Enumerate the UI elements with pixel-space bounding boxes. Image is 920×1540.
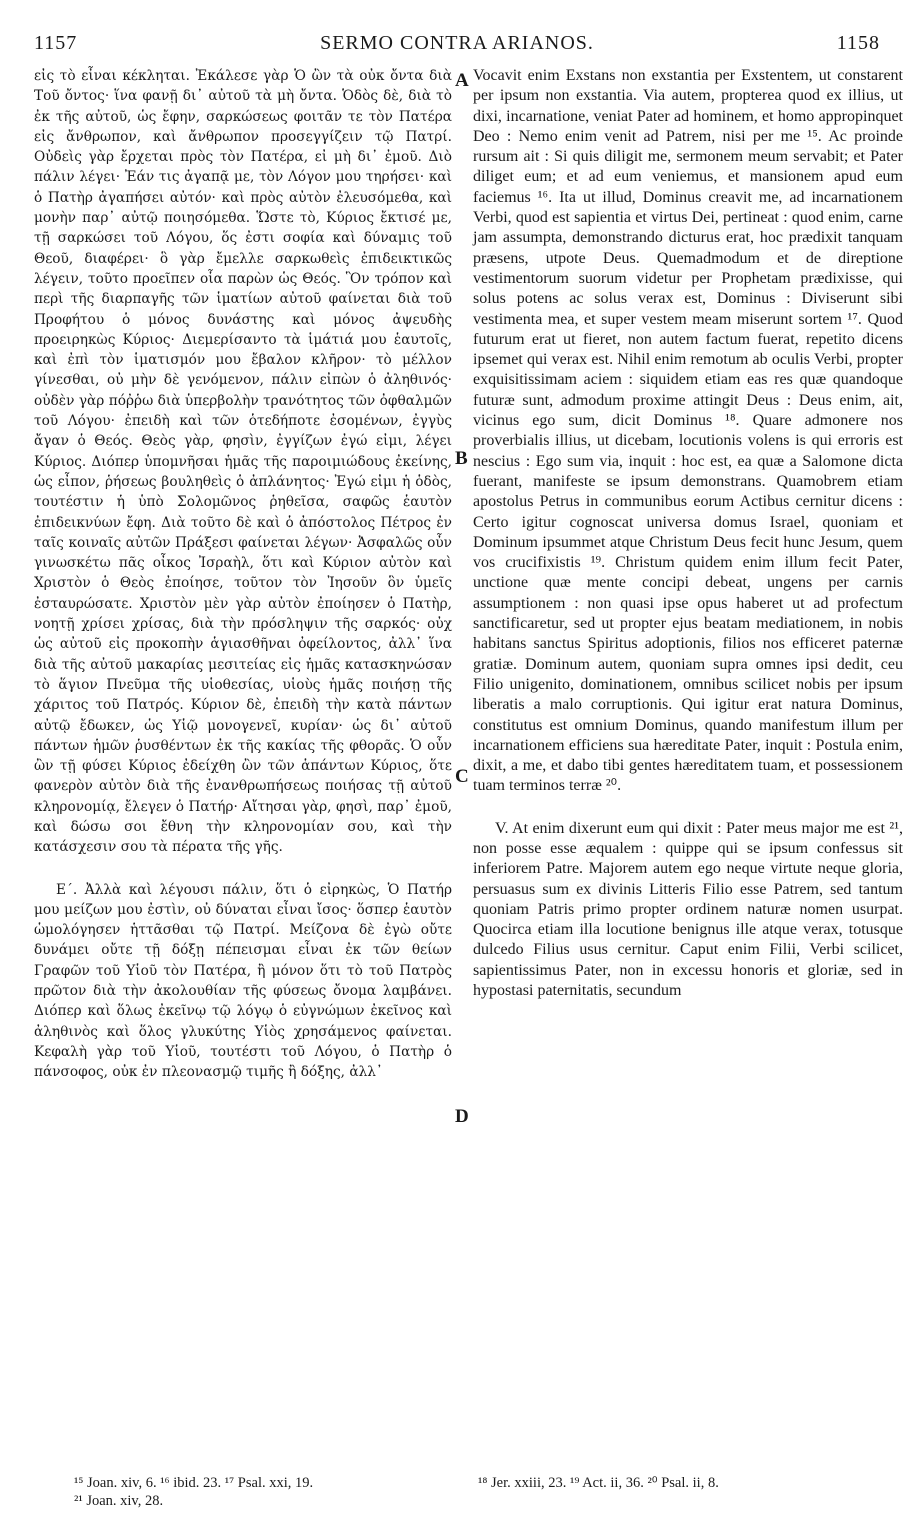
footnote-line: ¹⁵ Joan. xiv, 6. ¹⁶ ibid. 23. ¹⁷ Psal. xxi, 19. — [74, 1475, 314, 1491]
latin-paragraph-1: Vocavit enim Exstans non exstantia per Exstentem, ut constarent per ipsum non exstantia. Via autem, propterea quod ex illius, ut dixi, incarnatione, veniat Pater ad hominem, et homo appropinquet Deo : Nemo enim venit ad Patrem, nisi per me ¹⁵. Ac proinde rursum ait : Si quis diligit me, sermonem meum servabit; et Pater diliget eum; et ad eum veniemus, et mansionem apud eum faciemus ¹⁶. Ita ut illud, Dominus creavit me, ad incarnationem Verbi, quod est sapientia et virtus Dei, pertineat : quod enim, carne jam assumpta, demonstrando dicturus erat, hoc prædixit tanquam præsens, utpote Deus. Quemadmodum et de direptione vestimentorum suorum videtur per Prophetam prædixisse, qui solus potens ac solus verax est, Dominus : Diviserunt sibi vestimenta mea, et super vestem meam miserunt sortem ¹⁷. Quod futurum erat ut fieret, non autem factum fuerat, repetito dicens ipsemet qui verax est. Nihil enim remotum ab oculis Verbi, propter exquisitissimam aciem : siquidem etiam eas res quæ quandoque futuræ sunt, admodum proxime attingit Deus : Deus enim, ait, vicinus ego sum, dicit Dominus ¹⁸. Quare admonere nos proverbialis illius, ut dicebam, locutionis volens is qui erroris est nescius : Ego sum via, inquit : hoc est, ea quæ a Salomone dicta fuerant, manifeste se ipsum demonstrans. Quamobrem etiam apostolus Petrus in communibus eorum Actibus cernitur dicens : Certo igitur cognoscat universa domus Israel, quoniam et Dominum ipsummet atque Christum Deus fecit hunc Jesum, quem vos crucifixistis ¹⁹. Christum quidem enim illum fecit Pater, unctione quæ mente concipi debeat, ungens per carnis assumptionem : non quasi ipse opus haberet ut ad profectum sanctificaretur, sed ut propter ejus beatam mediationem, in nobis habitans sanctus Spiritus adoptionis, filios nos efficeret paternæ gratiæ. Dominum autem, quoniam supra omnes ipsi dedit, ceu Filio unigenito, dominationem, omnibus scilicet nobis per ipsum liberatis a malo corruptionis. Qui igitur erat natura Dominus, constitutus est omnium Dominus, quando manifestum illum per incarnationem efficiens sua hæreditate Pater, inquit : Postula enim, dixit, a me, et dabo tibi gentes hæreditatem tuam, et possessionem tuam terminos terræ ²⁰. — [473, 67, 903, 795]
margin-marker-b: B — [455, 448, 468, 469]
footnotes-left — [74, 1474, 454, 1510]
latin-column — [473, 66, 903, 1001]
right-page-number: 1158 — [836, 32, 880, 54]
left-page-number: 1157 — [34, 32, 78, 54]
footnote-line: ²¹ Joan. xiv, 28. — [74, 1493, 164, 1509]
margin-marker-a: A — [455, 70, 469, 91]
margin-marker-d: D — [455, 1106, 469, 1127]
margin-marker-c: C — [455, 766, 469, 787]
latin-paragraph-2: V. At enim dixerunt eum qui dixit : Pater meus major me est ²¹, non posse esse æqualem : quippe qui se ipsum confessus sit inferiorem Patre. Majorem autem ego neque virtute neque gloria, persuasus sum ex divinis Litteris Filio esse Patrem, sed tantum quoniam Patris primo propter ordinem naturæ nomen usurpat. Quocirca etiam illa locutione benignus ille atque verax, totusque dulcedo Filius usus cernitur. Caput enim Filii, Verbi scilicet, sapientissimus Pater, non in excessu honoris et gloriæ, sed in hypostasi paternitatis, secundum — [473, 819, 903, 1000]
greek-paragraph-1: εἰς τὸ εἶναι κέκληται. Ἐκάλεσε γὰρ Ὁ ὢν τὰ οὐκ ὄντα διὰ Τοῦ ὄντος· ἵνα φανῇ δι᾽ αὐτοῦ τὰ μὴ ὄντα. Ὁδὸς δὲ, διὰ τὸ ἐκ τῆς αὐτοῦ, ὡς ἔφην, σαρκώσεως φοιτᾶν τε τὸν Πατέρα εἰς ἄνθρωπον, καὶ ἄνθρωπον προσεγγίζειν τῷ Πατρί. Οὐδεὶς γὰρ ἔρχεται πρὸς τὸν Πατέρα, εἰ μὴ δι᾽ ἐμοῦ. Διὸ πάλιν λέγει· Ἐάν τις ἀγαπᾷ με, τὸν Λόγον μου τηρήσει· καὶ ὁ Πατὴρ ἀγαπήσει αὐτόν· καὶ πρὸς αὐτὸν ἐλευσόμεθα, καὶ μονὴν παρ᾽ αὐτῷ ποιησόμεθα. Ὥστε τὸ, Κύριος ἔκτισέ με, τῇ σαρκώσει τοῦ Λόγου, ὅς ἐστι σοφία καὶ δύναμις τοῦ Θεοῦ, διαφέρει· ὃ γὰρ ἔμελλε σαρκωθεὶς ἐπιδεικτικῶς λέγειν, τοῦτο προεῖπεν οἷα παρὼν ὡς Θεός. Ὃν τρόπον καὶ περὶ τῆς διαρπαγῆς τῶν ἱματίων αὐτοῦ φαίνεται διὰ τοῦ Προφήτου ὁ μόνος δυνάστης καὶ μόνος ἀψευδὴς προειρηκὼς Κύριος· Διεμερίσαντο τὰ ἱμάτιά μου ἑαυτοῖς, καὶ ἐπὶ τὸν ἱματισμόν μου ἔβαλον κλῆρον· τὸ μέλλον γίνεσθαι, οὐ μὴν δὲ γενόμενον, πάλιν εἰπὼν ὁ ἀληθινός· οὐδὲν γὰρ πόῤῥω διὰ ὑπερβολὴν τρανότητος τῶν ὀφθαλμῶν τοῦ Λόγου· ἐπειδὴ καὶ τῶν ὁτεδήποτε ἐσομένων, ἐγγὺς ἄγαν ὁ Θεός. Θεὸς γὰρ, φησὶν, ἐγγίζων ἐγώ εἰμι, λέγει Κύριος. Διόπερ ὑπομνῆσαι ἡμᾶς τῆς παροιμιώδους ἐκείνης, ὡς εἶπον, ῥήσεως βουληθεὶς ὁ ἀπλάνητος· Ἐγώ εἰμι ἡ ὁδὸς, τουτέστιν ἡ ὑπὸ Σολομῶνος ῥηθεῖσα, σαφῶς ἑαυτὸν ἐπιδεικνύων ἔφη. Διὰ τοῦτο δὲ καὶ ὁ ἀπόστολος Πέτρος ἐν ταῖς κοιναῖς αὐτῶν Πράξεσι φαίνεται λέγων· Ἀσφαλῶς οὖν γινωσκέτω πᾶς οἶκος Ἰσραὴλ, ὅτι καὶ Κύριον αὐτὸν καὶ Χριστὸν ὁ Θεὸς ἐποίησε, τοῦτον τὸν Ἰησοῦν ὃν ὑμεῖς ἐσταυρώσατε. Χριστὸν μὲν γὰρ αὐτὸν ἐποίησεν ὁ Πατὴρ, νοητῇ χρίσει χρίσας, διὰ τὴν πρόσληψιν τῆς σαρκός· οὐχ ὡς αὐτοῦ εἰς προκοπὴν ἁγιασθῆναι ὀφείλοντος, ἀλλ᾽ ἵνα διὰ τῆς αὐτοῦ μακαρίας μεσιτείας εἰς ἡμᾶς κατασκηνώσαν τὸ ἅγιον Πνεῦμα τῆς υἱοθεσίας, υἱοὺς ἡμᾶς ποιήσῃ τῆς χάριτος τοῦ Πατρός. Κύριον δὲ, ἐπειδὴ τὴν κατὰ πάντων αὐτῷ ἔδωκεν, ὡς Υἱῷ μονογενεῖ, κυρίαν· ὡς δι᾽ αὐτοῦ πάντων ἡμῶν ῥυσθέντων ἐκ τῆς κακίας τῆς φθορᾶς. Ὁ οὖν ὢν τῇ φύσει Κύριος ἐδείχθη ὢν τῶν ἁπάντων Κύριος, ὅτε φανερὸν αὐτὸν διὰ τῆς ἐνανθρωπήσεως ποιήσας τῇ αὐτοῦ κληρονομίᾳ, ἔλεγεν ὁ Πατήρ· Αἴτησαι γὰρ, φησὶ, παρ᾽ ἐμοῦ, καὶ δώσω σοι ἔθνη τὴν κληρονομίαν σου, καὶ τὴν κατάσχεσιν σου τὰ πέρατα τῆς γῆς. — [34, 68, 452, 856]
greek-column — [34, 66, 452, 1083]
page-header — [34, 32, 880, 62]
greek-paragraph-2: Ε΄. Ἀλλὰ καὶ λέγουσι πάλιν, ὅτι ὁ εἰρηκὼς, Ὁ Πατήρ μου μείζων μου ἐστὶν, οὐ δύναται εἶναι ἴσος· ὅσπερ ἑαυτὸν ὡμολόγησεν ἡττᾶσθαι τῷ Πατρί. Μείζονα δὲ ἐγὼ οὔτε δυνάμει οὔτε τῇ δόξῃ πέπεισμαι εἶναι ἐκ τῶν θείων Γραφῶν τοῦ Υἱοῦ τὸν Πατέρα, ἢ μόνον ὅτι τὸ τοῦ Πατρὸς πρῶτον διὰ τὴν ἀκολουθίαν τῆς φύσεως ὄνομα λαμβάνει. Διόπερ καὶ ὅλως ἐκεῖνῳ τῷ λόγῳ ὁ εὐγνώμων ἐκεῖνος καὶ ἀληθινὸς καὶ ὅλος γλυκύτης Υἱὸς χρησάμενος φαίνεται. Κεφαλὴ γὰρ τοῦ Υἱοῦ, τουτέστι τοῦ Λόγου, ὁ Πατὴρ ὁ πάνσοφος, οὐκ ἐν πλεονασμῷ τιμῆς ἢ δόξης, ἀλλ᾽ — [34, 881, 452, 1081]
footnote-line: ¹⁸ Jer. xxiii, 23. ¹⁹ Act. ii, 36. ²⁰ Psal. ii, 8. — [478, 1475, 719, 1491]
footnotes-right — [478, 1474, 908, 1492]
running-title: SERMO CONTRA ARIANOS. — [320, 32, 594, 54]
